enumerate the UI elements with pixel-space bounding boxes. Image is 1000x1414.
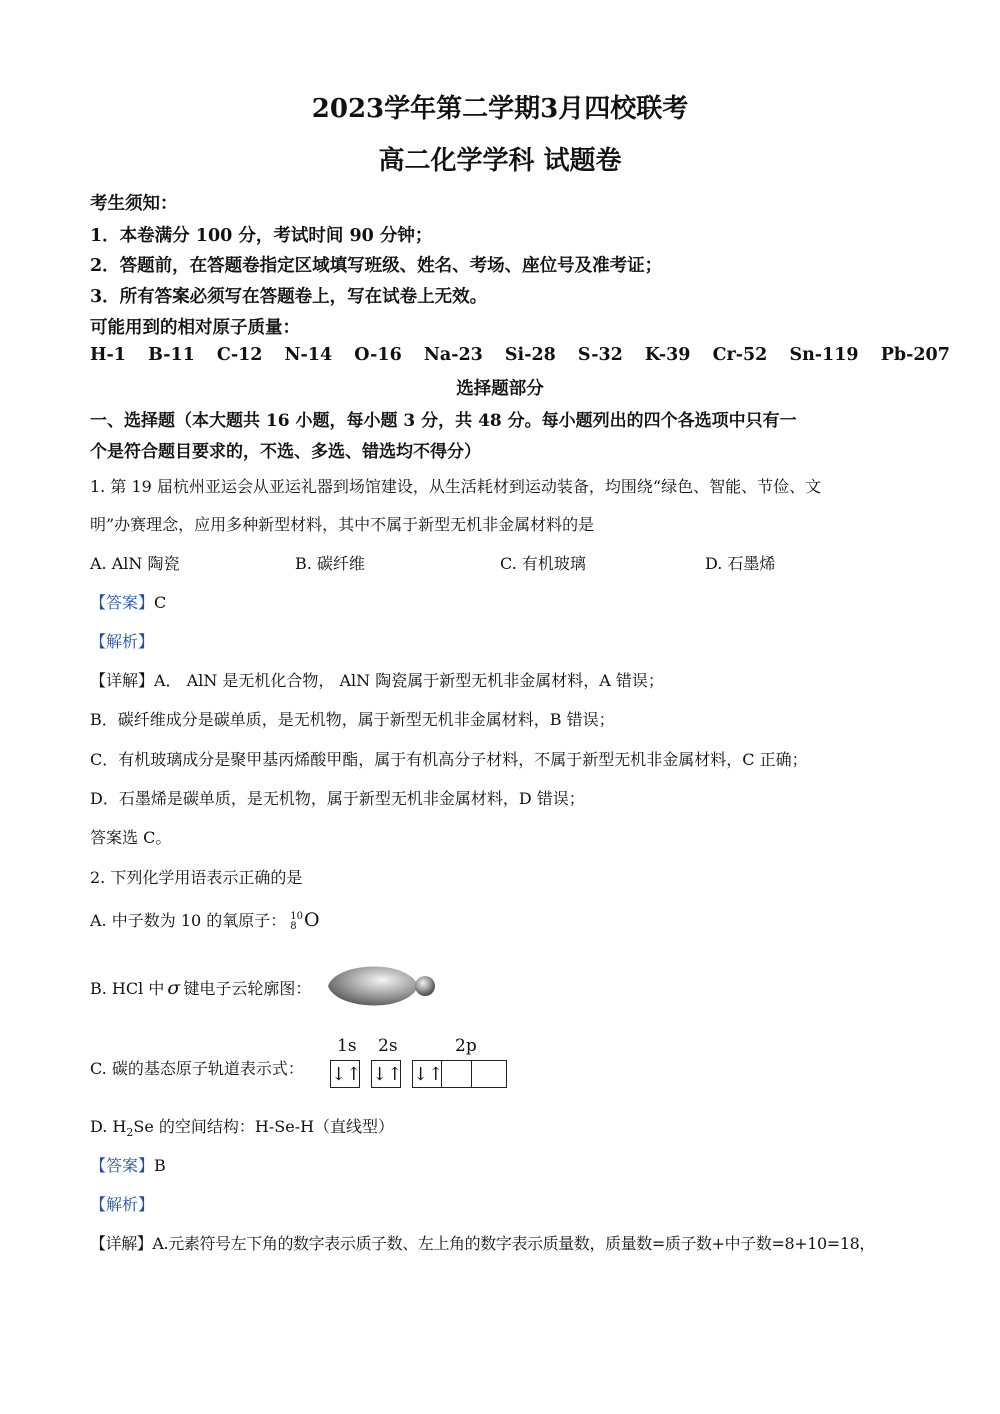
orbital-box-2p-2: [442, 1060, 472, 1088]
orbital-box-2p-3: [472, 1060, 507, 1088]
mass-number: 10: [290, 910, 303, 922]
section-heading-line1: 一、选择题（本大题共 16 小题，每小题 3 分，共 48 分。每小题列出的四个各选项中只有一: [90, 411, 797, 431]
notice-heading: 考生须知：: [90, 194, 178, 214]
q1-detail-line5: 答案选 C。: [90, 828, 172, 847]
atomic-mass-list: [90, 345, 966, 365]
subscript-2: 2: [126, 1126, 134, 1140]
orbital-box-2p-1: ↓↑: [412, 1060, 442, 1088]
q2-option-b-suffix: 键电子云轮廓图：: [183, 979, 312, 998]
atomic-mass-item: S-32: [577, 345, 623, 365]
q1-detail-line4: D．石墨烯是碳单质，是无机物，属于新型无机非金属材料，D 错误；: [90, 789, 585, 808]
orbital-diagram: [330, 1060, 507, 1088]
q1-answer-line: [90, 590, 166, 613]
atomic-mass-heading: 可能用到的相对原子质量：: [90, 318, 300, 338]
q2-answer-line: [90, 1153, 166, 1176]
q2-option-b: [90, 976, 311, 999]
atomic-mass-item: Cr-52: [712, 345, 768, 365]
analysis-tag: 【解析】: [90, 632, 155, 651]
q2-stem: 2. 下列化学用语表示正确的是: [90, 868, 303, 887]
q2-detail-text: A.元素符号左下角的数字表示质子数、左上角的数字表示质量数，质量数=质子数+中子数=8+10=18，: [152, 1234, 875, 1253]
q2-detail-line1: [90, 1231, 875, 1254]
element-symbol: O: [304, 909, 320, 931]
q2-answer-value: B: [154, 1156, 166, 1175]
exam-title: 2023学年第二学期3月四校联考: [311, 94, 689, 124]
analysis-tag: 【解析】: [90, 1195, 155, 1214]
answer-tag: 【答案】: [90, 1156, 155, 1175]
notice-item-2: 2．答题前，在答题卷指定区域填写班级、姓名、考场、座位号及准考证；: [90, 256, 663, 276]
q2-option-a-text: A. 中子数为 10 的氧原子：: [90, 911, 287, 930]
notice-item-1: 1．本卷满分 100 分，考试时间 90 分钟；: [90, 226, 433, 246]
orbital-label-2p: 2p: [455, 1036, 477, 1056]
q1-option-b: B. 碳纤维: [295, 554, 365, 573]
orbital-box-1s: ↓↑: [330, 1060, 360, 1088]
atomic-mass-item: C-12: [216, 345, 263, 365]
atomic-mass-item: Sn-119: [789, 345, 859, 365]
part-title: 选择题部分: [456, 379, 544, 399]
atomic-mass-item: B-11: [148, 345, 195, 365]
exam-subtitle: 高二化学学科 试题卷: [378, 146, 622, 176]
orbital-box-2s: ↓↑: [371, 1060, 401, 1088]
q2-option-d: [90, 1114, 394, 1139]
q1-stem-line1: 1. 第 19 届杭州亚运会从亚运礼器到场馆建设，从生活耗材到运动装备，均围绕“绿色、智能、节俭、文: [90, 477, 822, 496]
section-heading-line2: 个是符合题目要求的，不选、多选、错选均不得分）: [90, 442, 481, 462]
q1-detail-line2: B．碳纤维成分是碳单质，是无机物，属于新型无机非金属材料，B 错误；: [90, 710, 615, 729]
atomic-mass-item: O-16: [354, 345, 402, 365]
atomic-mass-item: H-1: [90, 345, 126, 365]
atomic-mass-item: N-14: [284, 345, 333, 365]
q1-option-a: A. AlN 陶瓷: [90, 554, 180, 573]
q1-option-d: D. 石墨烯: [705, 554, 776, 573]
q2-option-c: C. 碳的基态原子轨道表示式：: [90, 1059, 304, 1078]
sigma-symbol: σ: [167, 977, 181, 999]
q2-option-a: [90, 908, 320, 932]
sigma-bond-cloud-image: [324, 960, 440, 1012]
q2-option-d-prefix: D. H: [90, 1117, 127, 1136]
answer-tag: 【答案】: [90, 593, 155, 612]
q1-detail-line3: C．有机玻璃成分是聚甲基丙烯酸甲酯，属于有机高分子材料，不属于新型无机非金属材料，C 正确；: [90, 750, 808, 769]
orbital-label-2s: 2s: [378, 1036, 398, 1056]
q2-option-b-prefix: B. HCl 中: [90, 979, 165, 998]
notice-item-3: 3．所有答案必须写在答题卷上，写在试卷上无效。: [90, 287, 488, 307]
atomic-mass-item: Si-28: [504, 345, 556, 365]
atomic-mass-item: Pb-207: [880, 345, 950, 365]
atomic-mass-item: K-39: [644, 345, 691, 365]
q1-detail-line1: 【详解】A． AlN 是无机化合物， AlN 陶瓷属于新型无机非金属材料，A 错误；: [90, 671, 664, 690]
q1-option-c: C. 有机玻璃: [500, 554, 586, 573]
atomic-number: 8: [290, 920, 297, 932]
q1-answer-value: C: [154, 593, 167, 612]
q1-stem-line2: 明”办赛理念，应用多种新型材料，其中不属于新型无机非金属材料的是: [90, 515, 595, 534]
orbital-label-1s: 1s: [337, 1036, 357, 1056]
atomic-mass-item: Na-23: [423, 345, 483, 365]
detail-tag: 【详解】: [90, 1234, 153, 1253]
nuclide-notation: [290, 912, 303, 932]
q2-option-d-suffix: Se 的空间结构：H-Se-H（直线型）: [133, 1117, 395, 1136]
